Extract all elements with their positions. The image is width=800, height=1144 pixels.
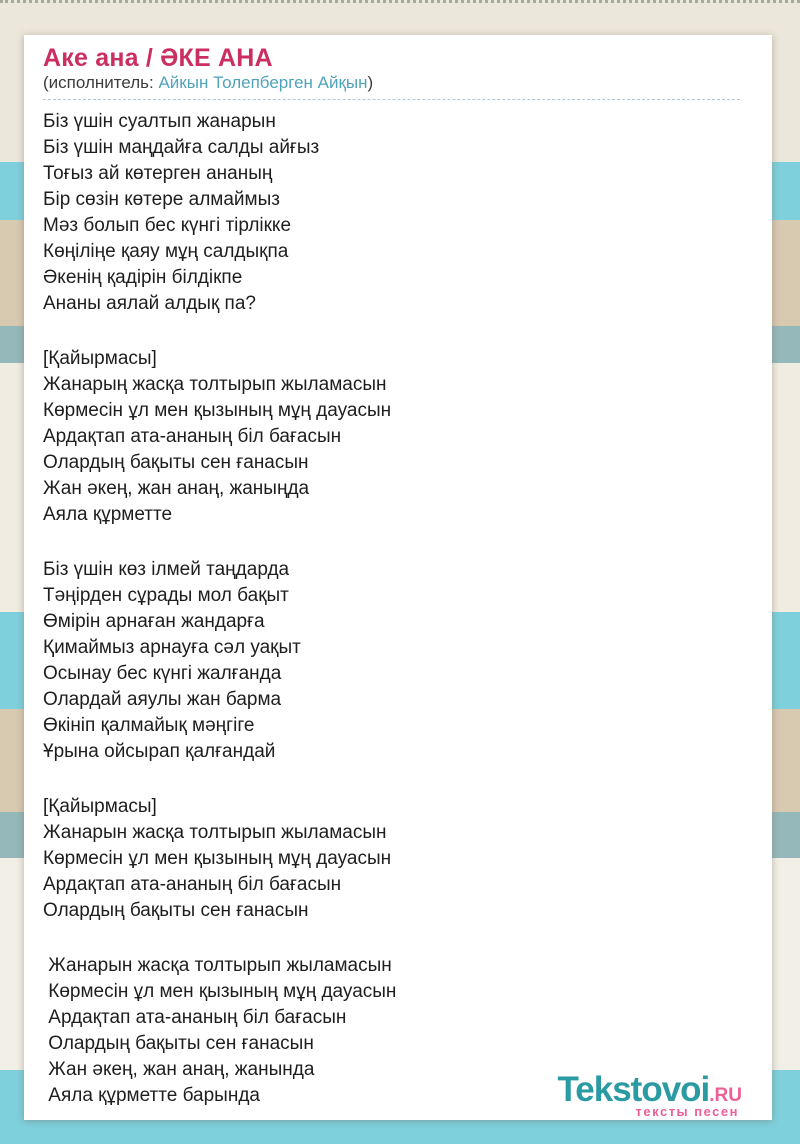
lyric-line: Әкенің қадірін білдікпе: [43, 267, 243, 288]
lyric-line: Көрмесін ұл мен қызының мұң дауасын: [43, 400, 392, 421]
lyric-line: Олардың бақыты сен ғанасын: [43, 900, 309, 921]
artist-label-prefix: (исполнитель:: [43, 73, 159, 92]
page-top-dotted-edge: [0, 0, 800, 3]
stanza: [43, 109, 740, 317]
lyric-line: Жан әкең, жан анаң, жанында: [43, 1059, 315, 1080]
lyric-line: Олардың бақыты сен ғанасын: [43, 452, 309, 473]
lyric-line: Бір сөзін көтере алмаймыз: [43, 189, 280, 210]
lyric-line: Аяла құрметте: [43, 504, 173, 525]
lyric-line: Жанарын жасқа толтырып жыламасын: [43, 822, 387, 843]
lyric-line: Ардақтап ата-ананың біл бағасын: [43, 874, 342, 895]
lyrics-text: [43, 109, 740, 1109]
lyric-line: Көрмесін ұл мен қызының мұң дауасын: [43, 981, 397, 1002]
lyric-line: Қимаймыз арнауға сәл уақыт: [43, 637, 301, 658]
site-logo-name: Tekstovoi: [557, 1070, 710, 1109]
lyric-line: Көрмесін ұл мен қызының мұң дауасын: [43, 848, 392, 869]
stanza: [43, 346, 740, 528]
artist-link[interactable]: Айкын Толепберген Айқын: [158, 73, 368, 92]
lyric-line: Тәңірден сұрады мол бақыт: [43, 585, 289, 606]
stanza: [43, 557, 740, 765]
lyric-line: Аяла құрметте барында: [43, 1085, 260, 1106]
lyric-line: Олардай аяулы жан барма: [43, 689, 282, 710]
lyric-line: Ұрына ойсырап қалғандай: [43, 741, 276, 762]
lyric-line: Ардақтап ата-ананың біл бағасын: [43, 1007, 347, 1028]
song-title: Аке ана / ӘКЕ АНА: [43, 44, 273, 72]
lyric-line: Осынау бес күнгі жалғанда: [43, 663, 282, 684]
lyric-line: Біз үшін маңдайға салды айғыз: [43, 137, 320, 158]
lyric-line: Біз үшін суалтып жанарын: [43, 111, 276, 132]
lyric-line: Жанарың жасқа толтырып жыламасын: [43, 374, 387, 395]
site-logo[interactable]: [557, 1072, 742, 1118]
site-logo-tagline: тексты песен: [635, 1104, 739, 1119]
lyric-line: Ананы аялай алдық па?: [43, 293, 256, 314]
card-content: [24, 35, 772, 1109]
site-logo-tld: .RU: [709, 1085, 742, 1106]
stanza: [43, 794, 740, 924]
lyric-line: [Қайырмасы]: [43, 348, 157, 369]
lyrics-card: [24, 35, 772, 1120]
lyric-line: Тоғыз ай көтерген ананың: [43, 163, 273, 184]
artist-line: [43, 73, 740, 100]
lyric-line: [Қайырмасы]: [43, 796, 157, 817]
site-logo-wordmark: [557, 1072, 742, 1107]
lyric-line: Көңіліңе қаяу мұң салдықпа: [43, 241, 289, 262]
lyric-line: Мәз болып бес күнгі тірлікке: [43, 215, 292, 236]
lyric-line: Олардың бақыты сен ғанасын: [43, 1033, 314, 1054]
lyric-line: Өмірін арнаған жандарға: [43, 611, 265, 632]
lyric-line: Өкініп қалмайық мәңгіге: [43, 715, 255, 736]
lyric-line: Ардақтап ата-ананың біл бағасын: [43, 426, 342, 447]
lyric-line: Біз үшін көз ілмей таңдарда: [43, 559, 290, 580]
artist-label-suffix: ): [367, 73, 374, 92]
lyric-line: Жанарын жасқа толтырып жыламасын: [43, 955, 392, 976]
lyric-line: Жан әкең, жан анаң, жаныңда: [43, 478, 310, 499]
